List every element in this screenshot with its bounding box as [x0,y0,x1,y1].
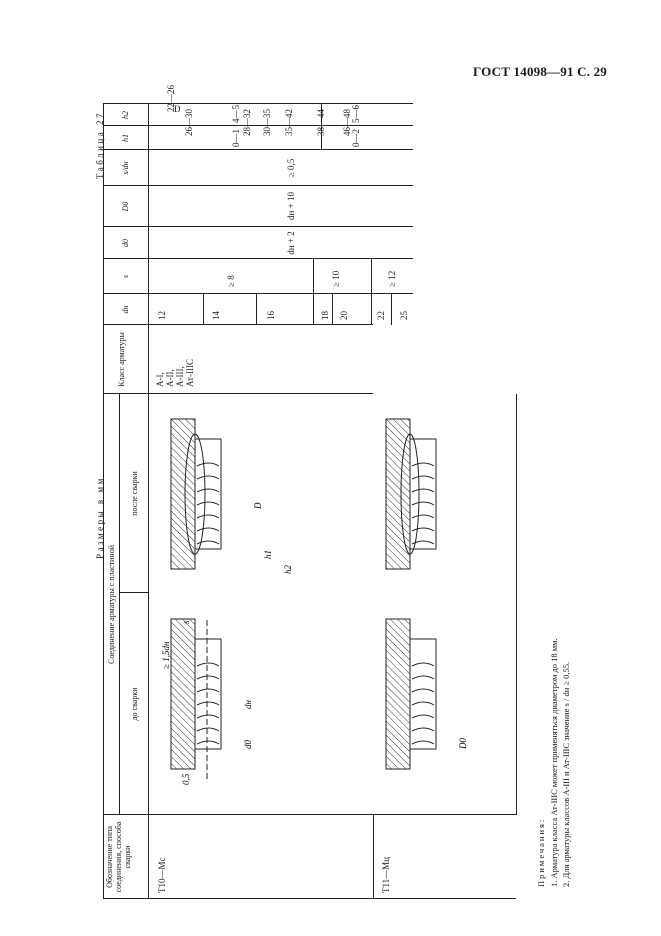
designation-t11: Т11—Мц [381,857,391,893]
dn-25: 25 [399,311,409,320]
dn-14: 14 [211,311,221,320]
joint-group-header: Соединение арматуры с пластиной [107,545,116,664]
h1-row1: 0—1 [231,129,241,147]
label-D0: D0 [458,738,468,749]
dn-header: dн [121,305,130,314]
D-label: D [174,104,181,114]
D-value-7: 46—48 [342,109,352,136]
class-2: А-II, [165,369,175,387]
s-dn-value: ≥ 0,5 [286,158,296,178]
table-top-border [103,104,104,899]
s-ge-10: ≥ 10 [331,270,341,287]
s-ge-12: ≥ 12 [387,270,397,287]
D0-value: dн + 10 [286,192,296,220]
drawing-t11-before [376,609,516,789]
designation-t10: Т10—Мс [157,857,167,893]
D-value-2: 26—30 [184,109,194,136]
D-value-6: 38—44 [316,109,326,136]
h2-header: h2 [121,111,130,119]
D-value-3: 28—32 [242,109,252,136]
class-3: А-III, [175,366,185,387]
note-1: 1. Арматура класса Ат-IIIС может применяться диаметром до 18 мм. [549,638,559,887]
drawing-t10-before [161,609,361,789]
drawing-t10-after [161,409,361,579]
after-welding-header: после сварки [130,471,139,516]
s-dn-header: s/dн [121,161,130,175]
s-header: s [121,274,130,279]
h1-row2: 0—2 [351,129,361,147]
label-s: s [181,620,191,624]
drawing-t11-after [376,409,516,579]
D0-header: D0 [121,201,130,212]
d0-header: d0 [121,239,130,247]
d0-value: dн + 2 [286,231,296,255]
D-value-1: 22—26 [166,85,176,112]
rebar-shape [195,639,221,749]
rotated-table-page [91,99,601,899]
rebar-class-header: Класс арматуры [117,332,126,387]
D-value-4: 30—35 [262,109,272,136]
D-value-5: 35—42 [284,109,294,136]
label-h2: h2 [283,565,293,574]
s-ge-8: ≥ 8 [226,275,236,287]
notes-title: Примечания: [536,817,546,887]
table-label: Таблица 27 [95,111,105,179]
note-2: 2. Для арматуры классов А-III и Ат-IIIС значение s / dн ≥ 0,55. [561,661,571,887]
class-4: Ат-IIIС [185,359,195,387]
dn-12: 12 [157,311,167,320]
dn-20: 20 [339,311,349,320]
h2-row2: 5—6 [351,105,361,123]
class-1: А-I, [155,372,165,387]
designation-header: Обозначение типа соединения, способа сварки [105,821,132,893]
label-clearance: 0,5 [181,773,191,785]
sizes-caption: Размеры в мм [95,476,105,559]
h1-header: h1 [121,134,130,142]
dn-22: 22 [376,311,386,320]
dn-16: 16 [266,311,276,320]
label-h1: h1 [263,550,273,559]
plate-shape [171,619,195,769]
label-D: D [253,502,263,509]
page-header: ГОСТ 14098—91 С. 29 [473,64,607,79]
table-header-bottom [148,104,149,899]
h2-row1: 4—5 [231,105,241,123]
label-d0: d0 [243,740,253,749]
label-dn: dн [243,700,253,709]
label-length: ≥ 1,5dн [161,641,171,669]
before-welding-header: до сварки [130,687,139,721]
dn-18: 18 [320,311,330,320]
